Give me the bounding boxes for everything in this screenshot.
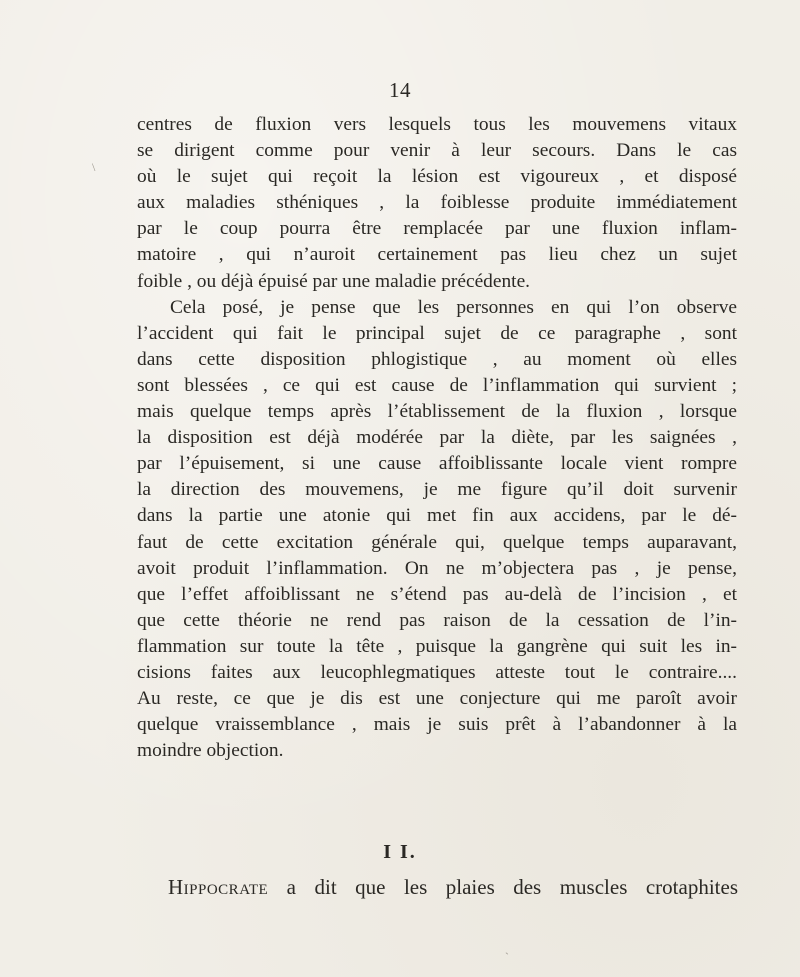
text-line-2: se dirigent comme pour venir à leur secours. Dans le cas <box>137 140 737 162</box>
text-line-1: centres de fluxion vers lesquels tous les mouvemens vitaux <box>137 114 737 135</box>
text-line-12: mais quelque temps après l’établissement de la fluxion , lorsque <box>137 401 737 423</box>
text-line-10: dans cette disposition phlogistique , au moment où elles <box>137 348 737 370</box>
text-line-13: la disposition est déjà modérée par la diète, par les saignées , <box>137 427 737 449</box>
text-line-16: dans la partie une atonie qui met fin aux accidens, par le dé- <box>137 505 737 527</box>
body-text <box>137 112 737 764</box>
text-line-24: quelque vraissemblance , mais je suis prêt à l’abandonner à la <box>137 714 737 736</box>
text-line-6: matoire , qui n’auroit certainement pas lieu chez un sujet <box>137 244 737 266</box>
text-line-18: avoit produit l’inflammation. On ne m’objectera pas , je pense, <box>137 557 737 579</box>
text-line-3: où le sujet qui reçoit la lésion est vigoureux , et disposé <box>137 166 737 188</box>
text-line-22: cisions faites aux leucophlegmatiques atteste tout le contraire.... <box>137 661 737 683</box>
text-line-19: que l’effet affoiblissant ne s’étend pas au-delà de l’incision , et <box>137 583 737 605</box>
text-line-20: que cette théorie ne rend pas raison de la cessation de l’in- <box>137 609 737 631</box>
text-line-8: Cela posé, je pense que les personnes en qui l’on observe <box>170 296 737 318</box>
text-line-23: Au reste, ce que je dis est une conjecture qui me paroît avoir <box>137 688 737 710</box>
final-line-text: a dit que les plaies des muscles crotaphites <box>268 875 738 899</box>
text-line-9: l’accident qui fait le principal sujet de ce paragraphe , sont <box>137 322 737 344</box>
text-line-15: la direction des mouvemens, je me figure qu’il doit survenir <box>137 479 737 501</box>
text-line-4: aux maladies sthéniques , la foiblesse produite immédiatement <box>137 192 737 214</box>
text-line-11: sont blessées , ce qui est cause de l’inflammation qui survient ; <box>137 374 737 396</box>
margin-mark: \ <box>92 160 96 174</box>
page-number: 14 <box>389 78 411 102</box>
stray-mark: ` <box>505 950 509 964</box>
text-line-14: par l’épuisement, si une cause affoiblissante locale vient rompre <box>137 453 737 475</box>
text-line-5: par le coup pourra être remplacée par une fluxion inflam- <box>137 218 737 240</box>
author-name: Hippocrate <box>168 875 269 899</box>
section-number: I I. <box>383 841 417 863</box>
text-line-21: flammation sur toute la tête , puisque la gangrène qui suit les in- <box>137 635 737 657</box>
final-text-line <box>168 874 738 900</box>
text-line-17: faut de cette excitation générale qui, quelque temps auparavant, <box>137 531 737 553</box>
text-line-7: foible , ou déjà épuisé par une maladie précédente. <box>137 270 531 292</box>
text-line-25: moindre objection. <box>137 740 284 762</box>
